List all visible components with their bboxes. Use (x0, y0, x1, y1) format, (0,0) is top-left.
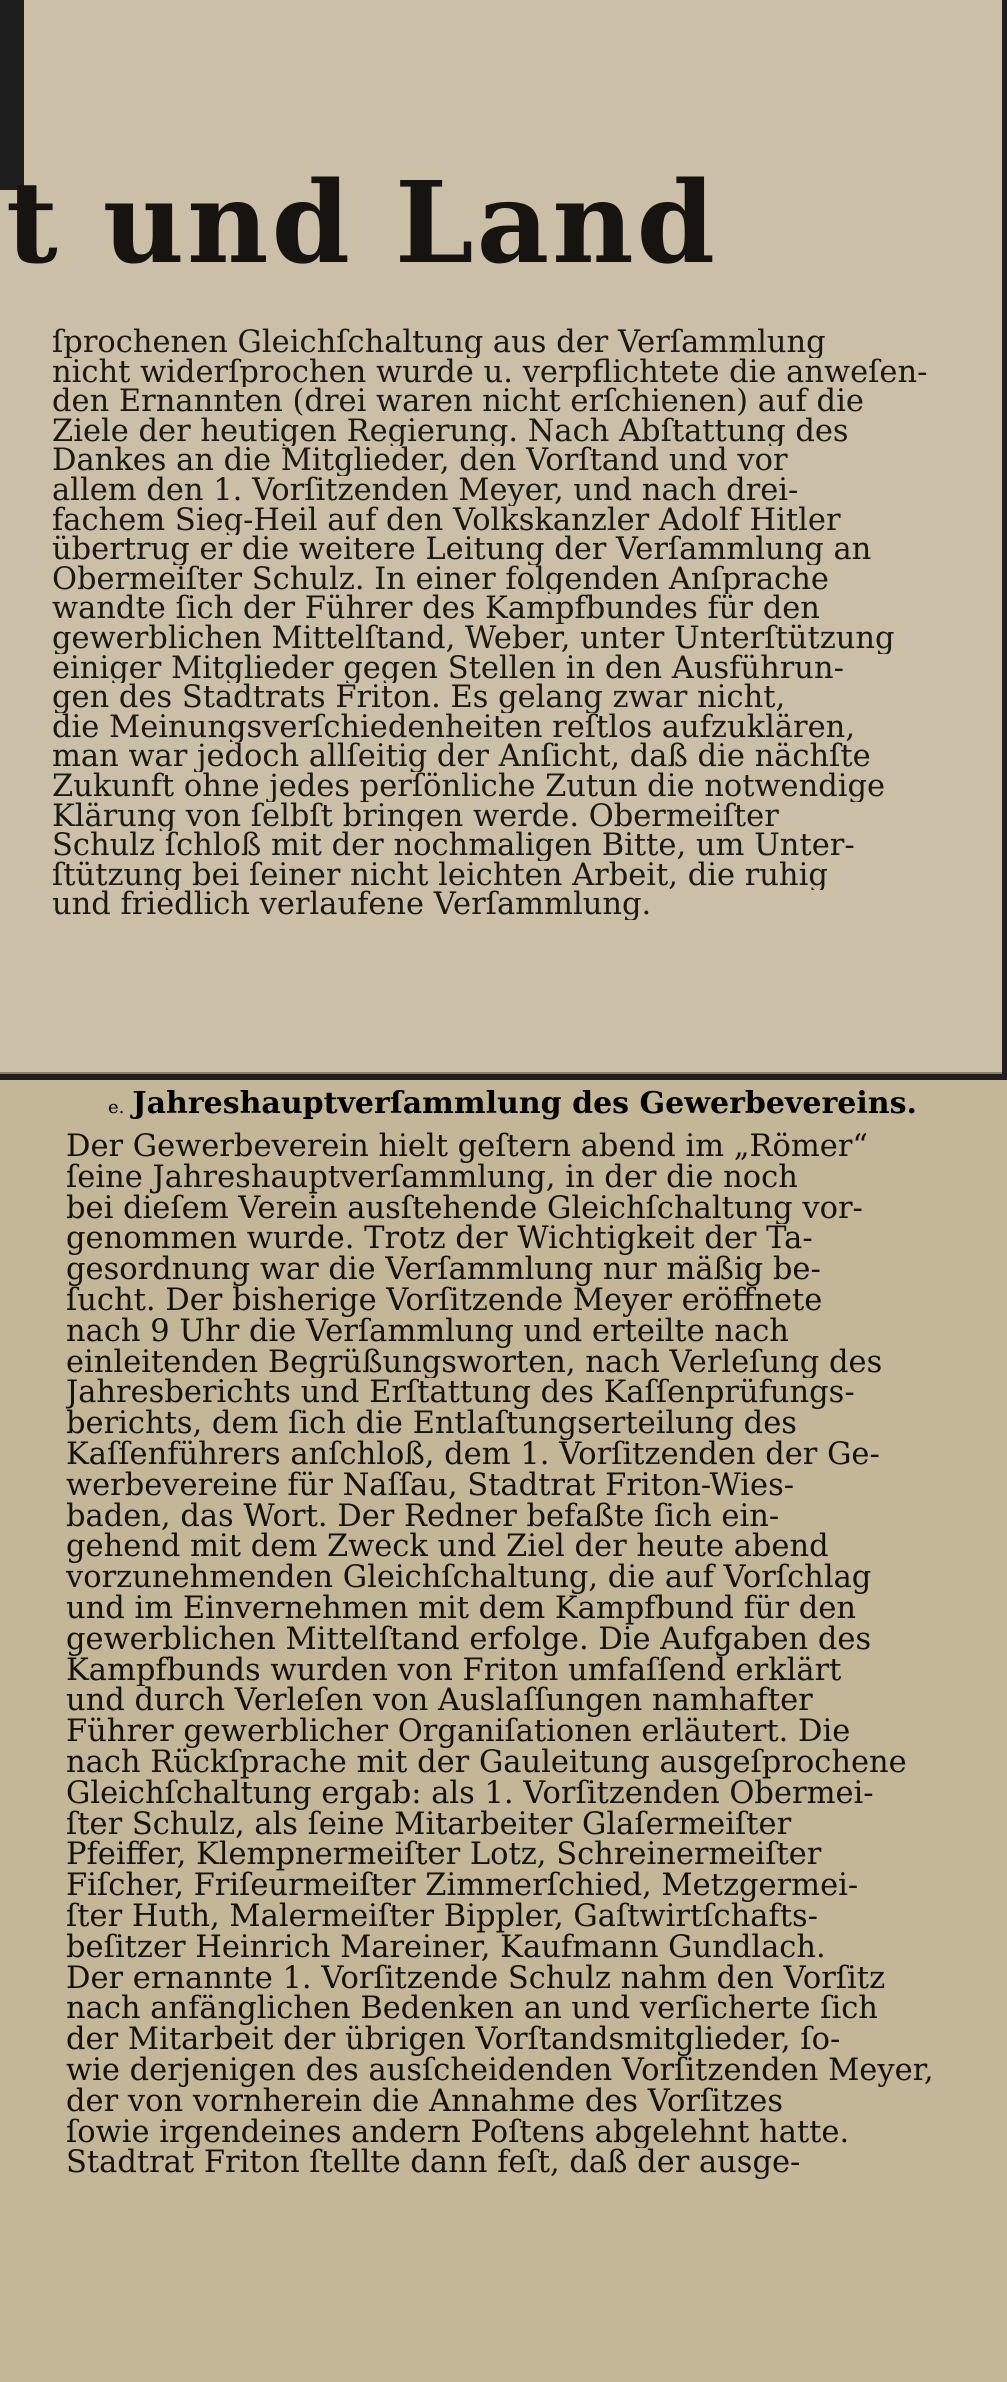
text-line: Führer gewerblicher Organiſationen erläutert. Die (66, 1717, 851, 1748)
text-line: genommen wurde. Trotz der Wichtigkeit der Ta- (66, 1224, 813, 1256)
text-line: fachem Sieg-Heil auf den Volkskanzler Adolf Hitler (52, 505, 841, 536)
text-line: nicht widerſprochen wurde u. verpflichtete die anweſen- (52, 357, 928, 388)
text-line: gesordnung war die Verſammlung nur mäßig be- (66, 1255, 821, 1286)
text-line: wandte ſich der Führer des Kampfbundes für den (52, 594, 820, 624)
text-line: gewerblichen Mittelſtand, Weber, unter Unterſtützung (52, 623, 895, 654)
text-line: gen des Stadtrats Friton. Es gelang zwar nicht, (52, 683, 786, 713)
text-line: der von vornherein die Annahme des Vorſitzes (66, 2086, 784, 2118)
text-line: Kampfbunds wurden von Friton umfaſſend erklärt (66, 1655, 842, 1687)
text-line: gehend mit dem Zweck und Ziel der heute abend (66, 1532, 829, 1564)
text-line: ſeine Jahreshauptverſammlung, in der die noch (66, 1162, 798, 1194)
text-line: ſprochenen Gleichſchaltung aus der Verſammlung (52, 328, 826, 358)
text-line: Jahresberichts und Erſtattung des Kaſſenprüfungs- (66, 1378, 855, 1410)
text-line: Zukunft ohne jedes perſönliche Zutun die notwendige (52, 771, 886, 802)
text-line: Der Gewerbeverein hielt geſtern abend im „Römer“ (66, 1132, 869, 1163)
text-line: Ziele der heutigen Regierung. Nach Abſtattung des (52, 416, 849, 447)
text-line: Klärung von ſelbſt bringen werde. Obermeiſter (52, 801, 779, 832)
text-line: Fiſcher, Friſeurmeiſter Zimmerſchied, Metzgermei- (66, 1871, 859, 1902)
text-line: beſitzer Heinrich Mareiner, Kaufmann Gundlach. (66, 1932, 826, 1964)
text-line: nach 9 Uhr die Verſammlung und erteilte nach (66, 1316, 789, 1348)
text-line: nach Rückſprache mit der Gauleitung ausgeſprochene (66, 1747, 907, 1779)
text-line: ſtützung bei ſeiner nicht leichten Arbeit, die ruhig (52, 860, 828, 891)
text-line: berichts, dem ſich die Entlaſtungserteilung des (66, 1409, 797, 1440)
text-line: allem den 1. Vorſitzenden Meyer, und nach drei- (52, 475, 799, 506)
text-line: der Mitarbeit der übrigen Vorſtandsmitglieder, ſo- (66, 2025, 841, 2056)
text-line: und durch Verleſen von Auslaſſungen namhafter (66, 1686, 813, 1718)
newspaper-clipping-top (0, 0, 1002, 1074)
text-line: einiger Mitglieder gegen Stellen in den Ausführun- (52, 653, 844, 684)
text-line: die Meinungsverſchiedenheiten reſtlos aufzuklären, (52, 712, 856, 743)
text-line: und friedlich verlaufene Verſammlung. (52, 890, 652, 920)
section-marker: e. (108, 1097, 125, 1118)
text-line: Pfeiffer, Klempnermeiſter Lotz, Schreinermeiſter (66, 1840, 822, 1872)
text-line: Gleichſchaltung ergab: als 1. Vorſitzenden Obermei- (66, 1778, 874, 1810)
article-title-text: Jahreshauptverſammlung des Gewerbevereins. (132, 1086, 917, 1121)
text-line: Obermeiſter Schulz. In einer folgenden Anſprache (52, 564, 829, 595)
text-line: ſucht. Der bisherige Vorſitzende Meyer eröffnete (66, 1285, 823, 1317)
text-line: wie derjenigen des ausſcheidenden Vorſitzenden Meyer, (66, 2055, 934, 2087)
text-line: den Ernannten (drei waren nicht erſchienen) auf die (52, 387, 864, 417)
text-line: Schulz ſchloß mit der nochmaligen Bitte, um Unter- (52, 831, 855, 861)
text-line: ſowie irgendeines andern Poſtens abgelehnt hatte. (66, 2117, 850, 2149)
text-line: einleitenden Begrüßungsworten, nach Verleſung des (66, 1347, 883, 1379)
text-line: übertrug er die weitere Leitung der Verſammlung an (52, 535, 872, 565)
article-title (108, 1088, 917, 1124)
text-line: vorzunehmenden Gleichſchaltung, die auf Vorſchlag (66, 1563, 872, 1594)
text-line: baden, das Wort. Der Redner befaßte ſich ein- (66, 1501, 780, 1533)
text-line: ſter Schulz, als ſeine Mitarbeiter Glaſermeiſter (66, 1809, 792, 1841)
article-body-bottom (66, 1132, 988, 2179)
text-line: bei dieſem Verein ausſtehende Gleichſchaltung vor- (66, 1193, 863, 1225)
text-line: nach anfänglichen Bedenken an und verſicherte ſich (66, 1994, 878, 2026)
text-line: Stadtrat Friton ſtellte dann feſt, daß der ausge- (66, 2148, 801, 2180)
article-body-top (52, 328, 962, 920)
headline: t und Land (6, 158, 718, 289)
text-line: Kaſſenführers anſchloß, dem 1. Vorſitzenden der Ge- (66, 1439, 880, 1471)
text-line: Der ernannte 1. Vorſitzende Schulz nahm den Vorſitz (66, 1963, 886, 1995)
text-line: werbevereine für Naſſau, Stadtrat Friton-Wies- (66, 1470, 795, 1502)
text-line: gewerblichen Mittelſtand erfolge. Die Aufgaben des (66, 1624, 872, 1656)
text-line: und im Einvernehmen mit dem Kampfbund für den (66, 1593, 857, 1625)
text-line: ſter Huth, Malermeiſter Bippler, Gaſtwirtſchafts- (66, 1901, 818, 1933)
text-line: man war jedoch allſeitig der Anſicht, daß die nächſte (52, 742, 871, 772)
text-line: Dankes an die Mitglieder, den Vorſtand und vor (52, 446, 788, 476)
